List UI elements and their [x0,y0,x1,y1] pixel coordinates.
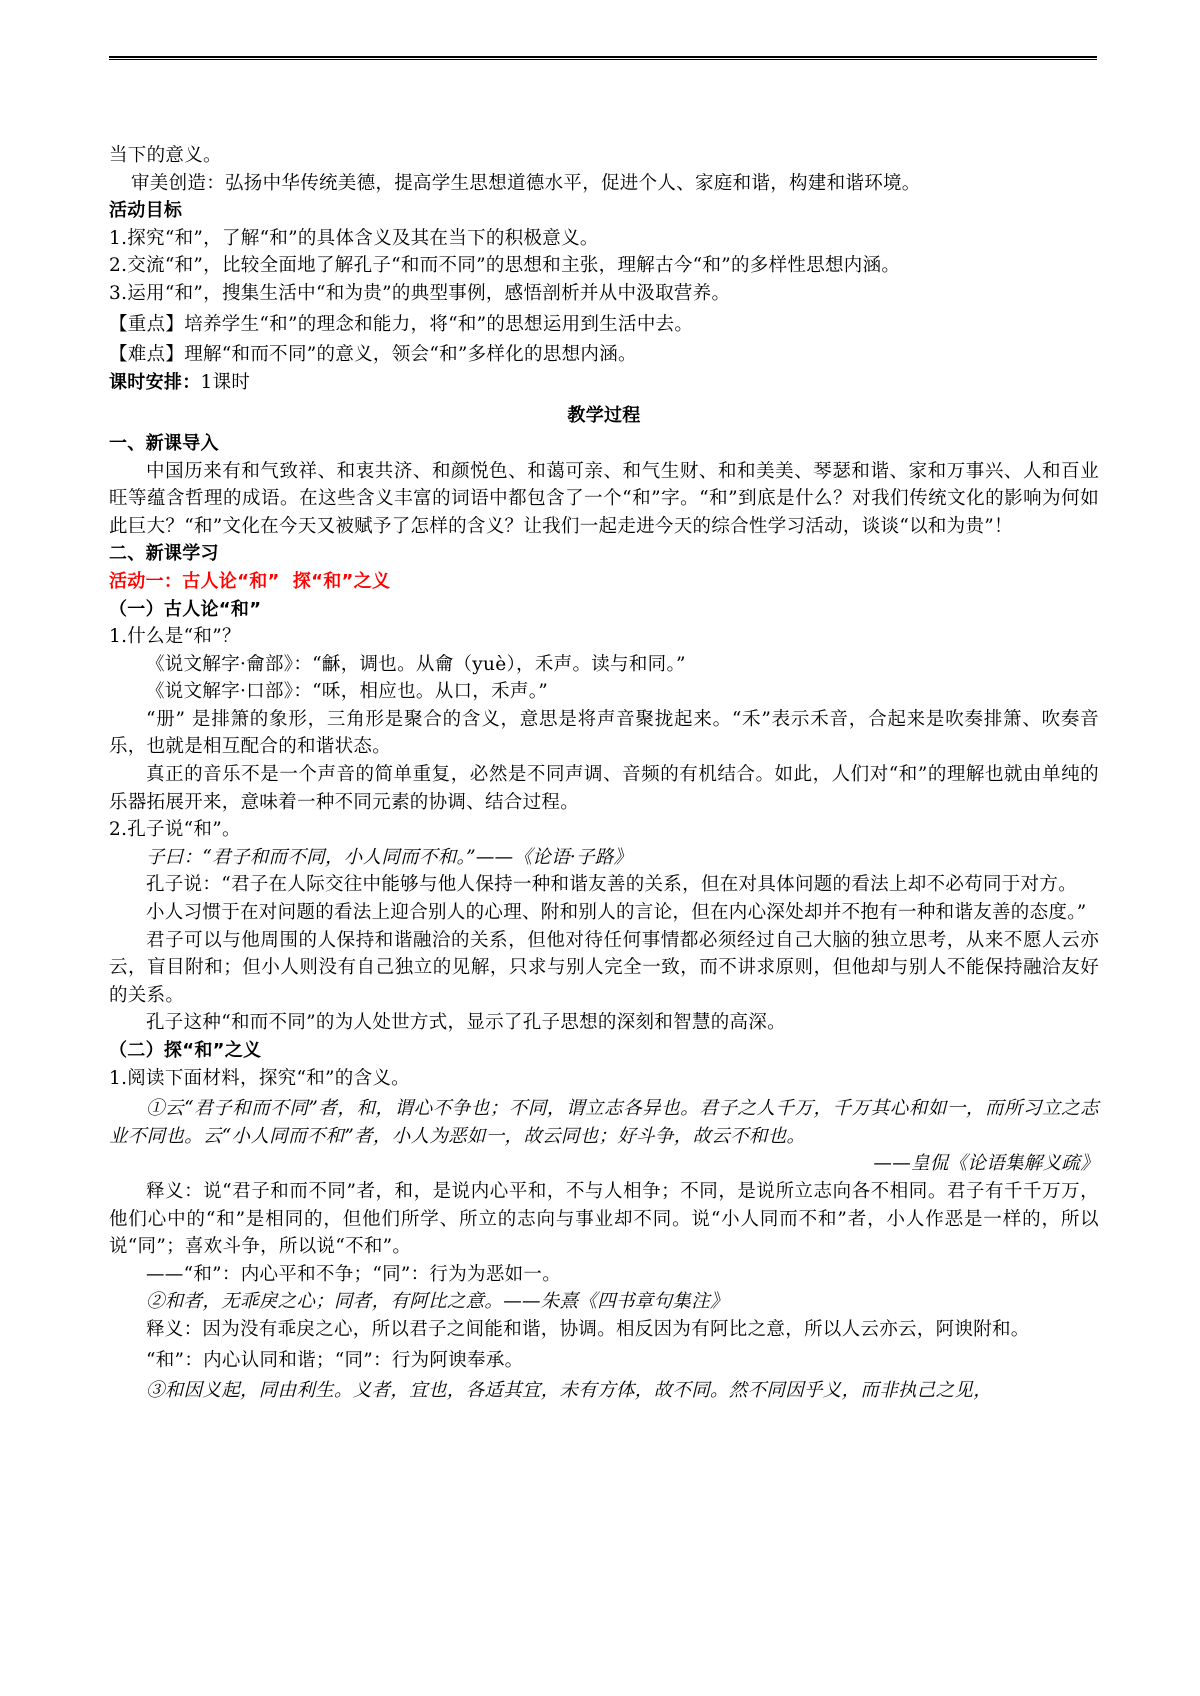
material-1-explain: 释义：说“君子和而不同”者，和，是说内心平和，不与人相争；不同，是说所立志向各不相同。君子有千千万万，他们心中的“和”是相同的，但他们所学、所立的志向与事业却不同。说“小人同而不和”者，小人作恶是一样的，所以说“同”；喜欢斗争，所以说“不和”。 [109,1180,1099,1258]
part2-heading: （二）探“和”之义 [109,1040,262,1061]
explanation-2: 真正的音乐不是一个声音的简单重复，必然是不同声调、音频的有机结合。如此，人们对“和”的理解也就由单纯的乐器拓展开来，意味着一种不同元素的协调、结合过程。 [109,764,1099,813]
section1-body: 中国历来有和气致祥、和衷共济、和颜悦色、和蔼可亲、和气生财、和和美美、琴瑟和谐、家和万事兴、人和百业旺等蕴含哲理的成语。在这些含义丰富的词语中都包含了一个“和”字。“和”到底是什么？对我们传统文化的影响为何如此巨大？“和”文化在今天又被赋予了怎样的含义？让我们一起走进今天的综合性学习活动，谈谈“以和为贵”！ [109,460,1099,537]
section2-heading: 二、新课学习 [109,543,219,565]
page-header-rule [109,56,1097,60]
confucius-quote: 子曰：“君子和而不同，小人同而不和。”——《论语·子路》 [146,846,633,868]
reading-task: 1.阅读下面材料，探究“和”的含义。 [109,1067,410,1089]
question-what-is-he: 1.什么是“和”？ [109,626,241,648]
schedule-value: 1课时 [200,371,251,393]
activity1-title: 活动一：古人论“和” 探“和”之义 [109,570,391,592]
material-1-source: ——皇侃《论语集解义疏》 [873,1153,1099,1175]
question-confucius: 2.孔子说“和”。 [109,819,241,841]
objectives-heading: 活动目标 [109,200,183,222]
section1-heading: 一、新课导入 [109,432,219,454]
confucius-explain-4: 孔子这种“和而不同”的为人处世方式，显示了孔子思想的深刻和智慧的高深。 [146,1012,786,1034]
intro-continuation: 当下的意义。 [109,145,222,166]
process-title: 教学过程 [567,405,641,427]
material-1-summary: ——“和”：内心平和不争；“同”：行为为恶如一。 [146,1263,562,1285]
shuowen-quote-2: 《说文解字·口部》：“咊，相应也。从口，禾声。” [146,681,548,703]
schedule-label: 课时安排： [109,371,201,393]
confucius-explain-2: 小人习惯于在对问题的看法上迎合别人的心理、附和别人的言论，但在内心深处却并不抱有一种和谐友善的态度。” [146,902,1087,924]
material-2-explain: 释义：因为没有乖戾之心，所以君子之间能和谐，协调。相反因为有阿比之意，所以人云亦云，阿谀附和。 [146,1318,1030,1340]
shuowen-quote-1: 《说文解字·龠部》：“龢，调也。从龠（yuè），禾声。读与和同。” [146,653,686,675]
material-2: ②和者，无乖戾之心；同者，有阿比之意。——朱熹《四书章句集注》 [146,1291,729,1313]
aesthetic-creation: 审美创造：弘扬中华传统美德，提高学生思想道德水平，促进个人、家庭和谐，构建和谐环境。 [131,172,921,194]
confucius-explain-3: 君子可以与他周围的人保持和谐融洽的关系，但他对待任何事情都必须经过自己大脑的独立思考，从来不愿人云亦云，盲目附和；但小人则没有自己独立的见解，只求与别人完全一致，而不讲求原则，但他却与别人不能保持融洽友好的关系。 [109,929,1099,1006]
part1-heading: （一）古人论“和” [109,598,262,620]
difficulty-point: 【难点】理解“和而不同”的意义，领会“和”多样化的思想内涵。 [109,344,637,366]
document-body [109,142,1099,1405]
material-1: ①云“君子和而不同”者，和，谓心不争也；不同，谓立志各异也。君子之人千万，千万其心和如一，而所习立之志业不同也。云“小人同而不和”者，小人为恶如一，故云同也；好斗争，故云不和也。 [109,1098,1099,1147]
objective-item-3: 3.运用“和”，搜集生活中“和为贵”的典型事例，感悟剖析并从中汲取营养。 [109,282,731,304]
class-schedule [109,369,1099,397]
material-2-summary: “和”：内心认同和谐；“同”：行为阿谀奉承。 [146,1349,524,1371]
key-point: 【重点】培养学生“和”的理念和能力，将“和”的思想运用到生活中去。 [109,313,694,335]
material-3: ③和因义起，同由利生。义者，宜也，各适其宜，未有方体，故不同。然不同因乎义，而非执己之见， [146,1380,993,1402]
objective-item-1: 1.探究“和”，了解“和”的具体含义及其在当下的积极意义。 [109,227,599,249]
objective-item-2: 2.交流“和”，比较全面地了解孔子“和而不同”的思想和主张，理解古今“和”的多样性思想内涵。 [109,255,901,277]
confucius-explain-1: 孔子说：“君子在人际交往中能够与他人保持一种和谐友善的关系，但在对具体问题的看法上却不必苟同于对方。 [146,874,1077,896]
explanation-1: “册” 是排箫的象形，三角形是聚合的含义，意思是将声音聚拢起来。“禾”表示禾音，合起来是吹奏排箫、吹奏音乐，也就是相互配合的和谐状态。 [109,708,1099,758]
